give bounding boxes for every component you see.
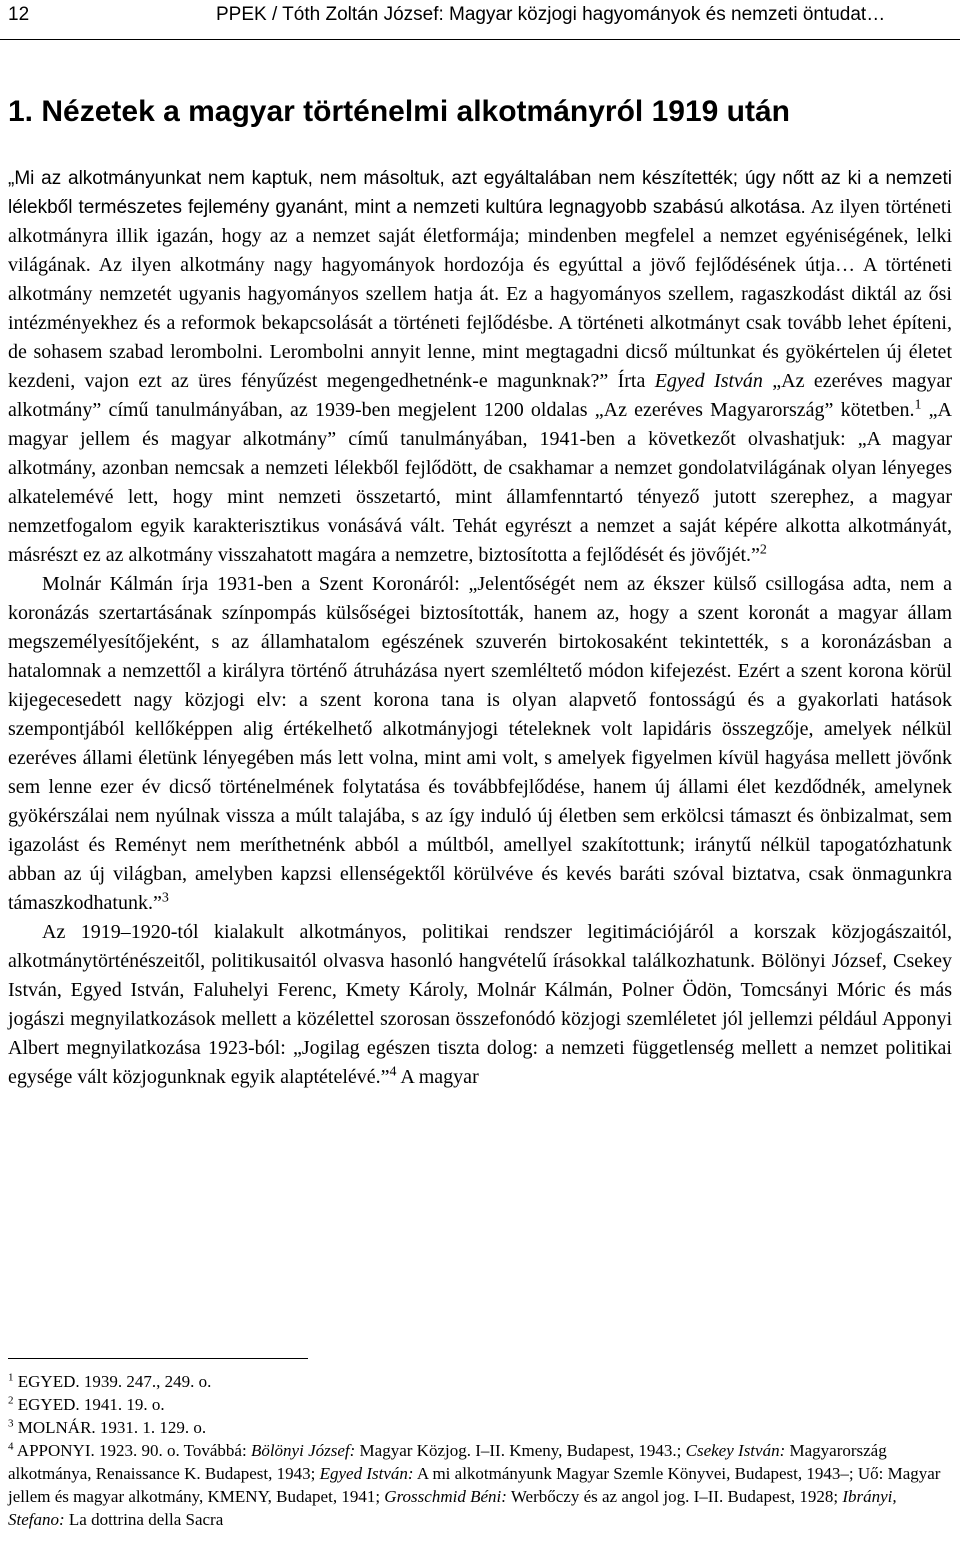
- footnote-number: 1: [8, 1371, 14, 1384]
- footnote-text: EGYED. 1939. 247., 249. o.: [13, 1372, 212, 1391]
- paragraph-3-tail: A magyar: [396, 1066, 479, 1088]
- footnote-ref-4[interactable]: 4: [389, 1064, 397, 1080]
- footnote-number: 2: [8, 1394, 14, 1407]
- page-number: 12: [8, 4, 30, 25]
- author-name: Egyed István: [654, 370, 763, 392]
- cited-author: Csekey István:: [685, 1441, 786, 1460]
- footnote-divider: [8, 1358, 308, 1359]
- running-title: PPEK / Tóth Zoltán József: Magyar közjogi hagyományok és nemzeti öntudat…: [216, 4, 886, 25]
- paragraph-2-text: Molnár Kálmán írja 1931-ben a Szent Koronáról: „Jelentőségét nem az ékszer külső csillogása adta, nem a koronázás szertartásának színpompás külsőségei biztosították, hanem az, hogy a szent koronát a magyar állam megszemélyesítőjeként, s az államhatalom egészének szuverén birtokosaként tekintették, s a koronázásban a hatalomnak a nemzettől a királyra történő átruházása nyert szemléltető módon kifejezést. Ezért a szent korona körül kijegecesedett nagy közjogi elv: a szent korona tana is olyan alapvető fontosságú és a gyakorlati hatások szempontjából kellőképpen alig értékelhető alkotmányjogi tételeknek volt lapidáris összegzője, amelyek nélkül ezeréves állami életünk lényegében más lett volna, mint ami volt, s amelyek figyelmen kívül hagyása mellett jövőnk sem lenne ezer év dicső történelmének folytatása és továbbfejlődése, hanem új állami élet kezdődnék, amelynek gyökérszálai nem nyúlnak vissza a múlt talajába, s az így induló új életben sem erkölcsi támaszt és önbizalmat, sem igazolást és Reményt nem meríthetnénk abból a múltból, amellyel szakítottunk; iránytű nélkül tapogatózhatunk abban az új világban, amelyben kapzsi ellenségektől körülvéve és kevés baráti szóval biztatva, csak önmagunkra támaszkodhatunk.”: [8, 573, 952, 914]
- paragraph-1-text-c: „A magyar jellem és magyar alkotmány” című tanulmányában, 1941-ben a következőt olvashatjuk: „A magyar alkotmány, azonban nemcsak a nemzeti lélekből fejlődött, de csakhamar a nemzet gondolatvilágának olyan lényeges alkatelemévé lett, hogy mint nemzeti összetartó, mint államfenntartó tényező jutott szerephez, a magyar nemzetfogalom egyik karakterisztikus vonásává vált. Tehát egyrészt a nemzet a saját képére alkotta alkotmányát, másrészt ez az alkotmány visszahatott magára a nemzetre, biztosította a fejlődését és jövőjét.”: [8, 399, 952, 566]
- chapter-title: 1. Nézetek a magyar történelmi alkotmányról 1919 után: [8, 95, 790, 128]
- footnote-4: [8, 1439, 952, 1531]
- footnote-1: [8, 1370, 952, 1393]
- footnote-text: Werbőczy és az angol jog. I–II. Budapest, 1928;: [506, 1487, 843, 1506]
- footnote-text: A mi alkotmányunk Magyar Szemle Könyvei, Budapest, 1943–; Uő: Magyar jellem és magyar alkotmány, KMENY, Budapet, 1941;: [8, 1464, 941, 1506]
- body-text: [8, 164, 952, 1092]
- footnote-number: 4: [8, 1440, 14, 1453]
- footnote-ref-1[interactable]: 1: [914, 397, 922, 413]
- footnote-text: EGYED. 1941. 19. o.: [13, 1395, 165, 1414]
- running-header: [0, 0, 960, 40]
- paragraph-3-text: Az 1919–1920-tól kialakult alkotmányos, politikai rendszer legitimációjáról a korszak közjogászaitól, alkotmánytörténészeitől, politikusaitól olvasva hasonló hangvételű írásokkal találkozhatunk. Bölönyi József, Csekey István, Egyed István, Faluhelyi Ferenc, Kmety Károly, Molnár Kálmán, Polner Ödön, Tomcsányi Móric és más jogászi megnyilatkozások mellett a közélettel szorosan összefonódó közjogi szemléletet jól jellemzi például Apponyi Albert megnyilatkozása 1923-ból: „Jogilag egészen tiszta dolog: a nemzeti függetlenség mellett a nemzet politikai egysége vált közjogunknak egyik alaptételévé.”: [8, 921, 952, 1088]
- footnote-number: 3: [8, 1417, 14, 1430]
- footnote-text: MOLNÁR. 1931. 1. 129. o.: [13, 1418, 207, 1437]
- footnote-ref-3[interactable]: 3: [161, 890, 169, 906]
- footnote-text: APPONYI. 1923. 90. o. Továbbá:: [13, 1441, 251, 1460]
- cited-author: Egyed István:: [319, 1464, 414, 1483]
- cited-author: Ibrányi, Stefano:: [8, 1487, 897, 1529]
- footnote-3: [8, 1416, 952, 1439]
- paragraph-3: [8, 918, 952, 1092]
- footnote-text: La dottrina della Sacra: [64, 1510, 224, 1529]
- footnote-text: Magyar Közjog. I–II. Kmeny, Budapest, 1943.;: [355, 1441, 686, 1460]
- cited-author: Bölönyi József:: [250, 1441, 356, 1460]
- quote-opening: „Mi az alkotmányunkat nem kaptuk, nem másoltuk, azt egyáltalában nem készítették; úgy nőtt az ki a nemzeti lélekből természetes fejlemény gyanánt, mint a nemzeti kultúra legnagyobb szabású alkotása.: [8, 168, 952, 218]
- footnotes: [8, 1370, 952, 1531]
- paragraph-2: [8, 570, 952, 918]
- footnote-ref-2[interactable]: 2: [759, 542, 767, 558]
- paragraph-1-text-b: „Az ezeréves magyar alkotmány” című tanulmányában, az 1939-ben megjelent 1200 oldalas „Az ezeréves Magyarország” kötetben.: [8, 370, 952, 421]
- cited-author: Grosschmid Béni:: [384, 1487, 507, 1506]
- paragraph-1: [8, 164, 952, 570]
- paragraph-1-text-a: Az ilyen történeti alkotmányra illik igazán, hogy az a nemzet saját életformája; mindenben megfelel a nemzet egyéniségének, lelki világának. Az ilyen alkotmány nagy hagyományok hordozója és egyúttal a jövő fejlődésének útja… A történeti alkotmány nemzetét ugyanis hagyományos szellem hatja át. Ez a hagyományos szellem, ragaszkodást diktál az ősi intézményekhez és a reformok bekapcsolását a történeti fejlődésbe. A történeti alkotmányt csak tovább lehet építeni, de sohasem szabad lerombolni. Lerombolni annyit lenne, mint megtagadni dicső múltunkat és gyökértelen új életet kezdeni, vajon ezt az üres fényűzést megengedhetnénk-e magunknak?” Írta: [8, 196, 952, 392]
- footnote-text: Magyarország alkotmánya, Renaissance K. Budapest, 1943;: [8, 1441, 887, 1483]
- footnote-2: [8, 1393, 952, 1416]
